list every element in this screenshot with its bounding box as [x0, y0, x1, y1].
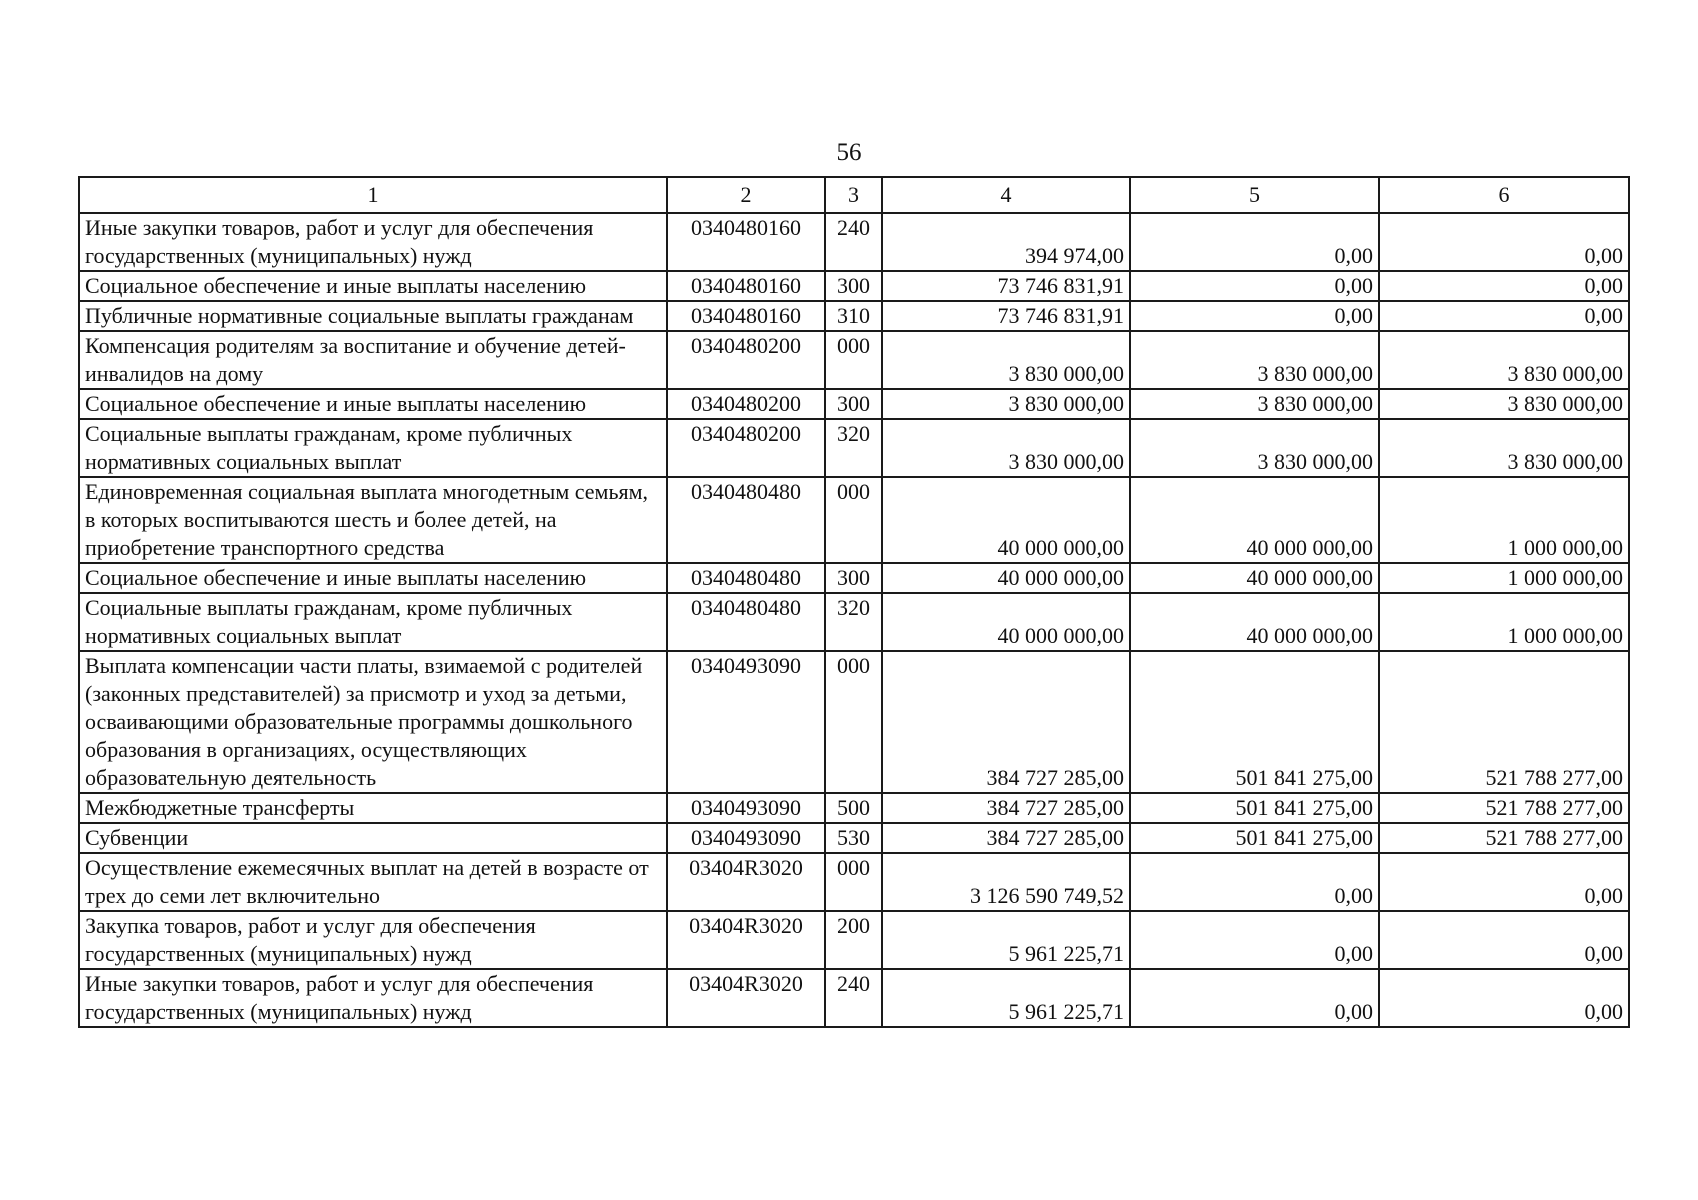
cell-csr: 0340480160 [667, 271, 825, 301]
cell-value-3: 1 000 000,00 [1379, 477, 1629, 563]
cell-value-1: 384 727 285,00 [882, 823, 1130, 853]
cell-value-1: 384 727 285,00 [882, 793, 1130, 823]
cell-value-2: 501 841 275,00 [1130, 793, 1379, 823]
table-body [79, 213, 1629, 1027]
cell-value-2: 40 000 000,00 [1130, 477, 1379, 563]
cell-value-3: 521 788 277,00 [1379, 823, 1629, 853]
cell-value-2: 0,00 [1130, 271, 1379, 301]
table-row [79, 593, 1629, 651]
cell-value-3: 521 788 277,00 [1379, 793, 1629, 823]
cell-value-1: 40 000 000,00 [882, 593, 1130, 651]
cell-value-2: 0,00 [1130, 969, 1379, 1027]
cell-csr: 0340480200 [667, 389, 825, 419]
cell-value-2: 3 830 000,00 [1130, 389, 1379, 419]
cell-vr: 240 [825, 213, 882, 271]
cell-vr: 300 [825, 389, 882, 419]
cell-value-3: 0,00 [1379, 301, 1629, 331]
cell-name: Социальное обеспечение и иные выплаты населению [79, 563, 667, 593]
table-row [79, 853, 1629, 911]
cell-value-2: 501 841 275,00 [1130, 823, 1379, 853]
cell-name: Социальные выплаты гражданам, кроме публичных нормативных социальных выплат [79, 593, 667, 651]
cell-value-1: 40 000 000,00 [882, 477, 1130, 563]
cell-vr: 000 [825, 651, 882, 793]
table-row [79, 823, 1629, 853]
cell-vr: 300 [825, 563, 882, 593]
cell-name: Иные закупки товаров, работ и услуг для обеспечения государственных (муниципальных) нужд [79, 213, 667, 271]
table-row [79, 563, 1629, 593]
cell-csr: 0340493090 [667, 823, 825, 853]
header-cell-vr: 3 [825, 177, 882, 213]
cell-name: Межбюджетные трансферты [79, 793, 667, 823]
cell-name: Осуществление ежемесячных выплат на детей в возрасте от трех до семи лет включительно [79, 853, 667, 911]
cell-csr: 0340480480 [667, 593, 825, 651]
cell-value-2: 0,00 [1130, 301, 1379, 331]
table-row [79, 969, 1629, 1027]
cell-csr: 0340493090 [667, 793, 825, 823]
cell-value-2: 0,00 [1130, 911, 1379, 969]
cell-name: Социальное обеспечение и иные выплаты населению [79, 389, 667, 419]
table-row [79, 213, 1629, 271]
cell-value-3: 1 000 000,00 [1379, 563, 1629, 593]
header-cell-value-2: 5 [1130, 177, 1379, 213]
header-row [79, 177, 1629, 213]
cell-name: Публичные нормативные социальные выплаты гражданам [79, 301, 667, 331]
cell-csr: 0340480200 [667, 419, 825, 477]
cell-value-1: 73 746 831,91 [882, 271, 1130, 301]
cell-name: Иные закупки товаров, работ и услуг для обеспечения государственных (муниципальных) нужд [79, 969, 667, 1027]
cell-value-2: 3 830 000,00 [1130, 331, 1379, 389]
cell-vr: 000 [825, 477, 882, 563]
cell-name: Социальное обеспечение и иные выплаты населению [79, 271, 667, 301]
table-row [79, 911, 1629, 969]
cell-name: Единовременная социальная выплата многодетным семьям, в которых воспитываются шесть и более детей, на приобретение транспортного средства [79, 477, 667, 563]
cell-vr: 320 [825, 593, 882, 651]
cell-vr: 500 [825, 793, 882, 823]
cell-csr: 0340480480 [667, 477, 825, 563]
cell-csr: 03404R3020 [667, 853, 825, 911]
cell-vr: 530 [825, 823, 882, 853]
cell-csr: 03404R3020 [667, 911, 825, 969]
header-cell-csr: 2 [667, 177, 825, 213]
cell-csr: 03404R3020 [667, 969, 825, 1027]
cell-vr: 200 [825, 911, 882, 969]
cell-value-1: 3 830 000,00 [882, 419, 1130, 477]
cell-vr: 300 [825, 271, 882, 301]
cell-value-3: 521 788 277,00 [1379, 651, 1629, 793]
cell-vr: 310 [825, 301, 882, 331]
cell-name: Субвенции [79, 823, 667, 853]
table-row [79, 477, 1629, 563]
cell-value-2: 501 841 275,00 [1130, 651, 1379, 793]
table-row [79, 651, 1629, 793]
cell-vr: 320 [825, 419, 882, 477]
cell-name: Выплата компенсации части платы, взимаемой с родителей (законных представителей) за присмотр и уход за детьми, осваивающими образовательные программы дошкольного образования в организациях, осуществляющих образовательную деятельность [79, 651, 667, 793]
cell-value-3: 1 000 000,00 [1379, 593, 1629, 651]
cell-value-3: 0,00 [1379, 853, 1629, 911]
cell-value-2: 40 000 000,00 [1130, 563, 1379, 593]
cell-value-2: 0,00 [1130, 213, 1379, 271]
cell-name: Закупка товаров, работ и услуг для обеспечения государственных (муниципальных) нужд [79, 911, 667, 969]
cell-value-3: 0,00 [1379, 271, 1629, 301]
cell-value-1: 5 961 225,71 [882, 969, 1130, 1027]
cell-value-1: 384 727 285,00 [882, 651, 1130, 793]
table-row [79, 301, 1629, 331]
cell-value-1: 3 126 590 749,52 [882, 853, 1130, 911]
cell-value-1: 3 830 000,00 [882, 389, 1130, 419]
cell-value-1: 40 000 000,00 [882, 563, 1130, 593]
cell-value-3: 3 830 000,00 [1379, 419, 1629, 477]
cell-value-1: 3 830 000,00 [882, 331, 1130, 389]
cell-csr: 0340480160 [667, 301, 825, 331]
cell-value-1: 5 961 225,71 [882, 911, 1130, 969]
header-cell-value-3: 6 [1379, 177, 1629, 213]
cell-value-1: 394 974,00 [882, 213, 1130, 271]
cell-vr: 000 [825, 331, 882, 389]
cell-value-1: 73 746 831,91 [882, 301, 1130, 331]
table-row [79, 389, 1629, 419]
cell-value-2: 40 000 000,00 [1130, 593, 1379, 651]
cell-value-3: 0,00 [1379, 213, 1629, 271]
header-cell-value-1: 4 [882, 177, 1130, 213]
table-row [79, 793, 1629, 823]
cell-name: Компенсация родителям за воспитание и обучение детей-инвалидов на дому [79, 331, 667, 389]
cell-value-2: 0,00 [1130, 853, 1379, 911]
cell-value-3: 0,00 [1379, 969, 1629, 1027]
cell-value-3: 3 830 000,00 [1379, 389, 1629, 419]
cell-csr: 0340493090 [667, 651, 825, 793]
table-row [79, 419, 1629, 477]
cell-value-2: 3 830 000,00 [1130, 419, 1379, 477]
cell-csr: 0340480480 [667, 563, 825, 593]
table-row [79, 331, 1629, 389]
cell-value-3: 3 830 000,00 [1379, 331, 1629, 389]
cell-name: Социальные выплаты гражданам, кроме публичных нормативных социальных выплат [79, 419, 667, 477]
cell-vr: 000 [825, 853, 882, 911]
table-row [79, 271, 1629, 301]
cell-vr: 240 [825, 969, 882, 1027]
page-number: 56 [836, 139, 862, 166]
cell-csr: 0340480160 [667, 213, 825, 271]
budget-table [78, 176, 1630, 1028]
cell-csr: 0340480200 [667, 331, 825, 389]
cell-value-3: 0,00 [1379, 911, 1629, 969]
header-cell-name: 1 [79, 177, 667, 213]
